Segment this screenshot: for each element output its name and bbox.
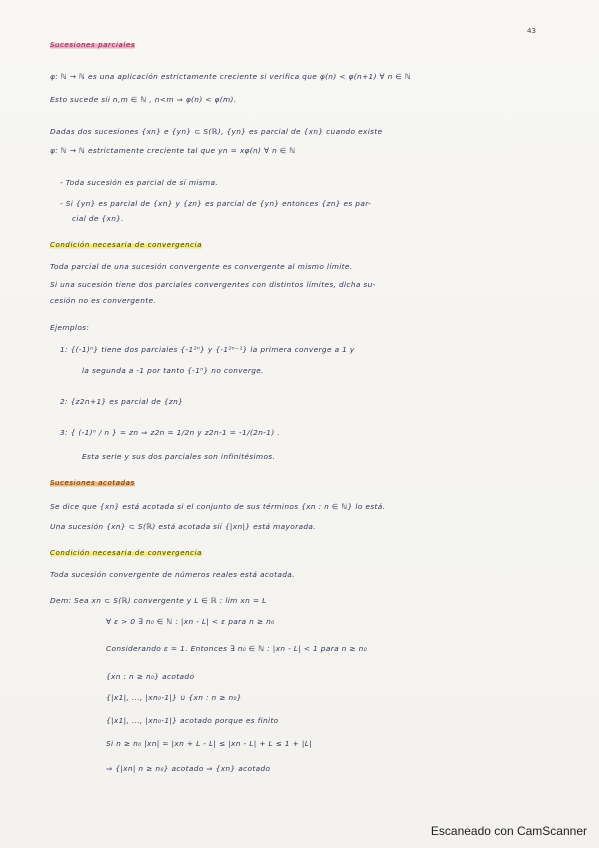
section-heading-bounded-sequences: Sucesiones acotadas (50, 479, 135, 487)
proof-line: ∀ ε > 0 ∃ n₀ ∈ ℕ : |xn - L| < ε para n ≥ n₀ (106, 617, 275, 626)
text-line: Se dice que {xn} está acotada si el conjunto de sus términos {xn : n ∈ ℕ} lo está. (50, 502, 386, 511)
proof-line: Si n ≥ n₀ |xn| = |xn + L - L| ≤ |xn - L| + L ≤ 1 + |L| (106, 739, 313, 748)
proof-line: {|x1|, ..., |xn₀-1|} ∪ {xn : n ≥ n₀} (106, 693, 242, 702)
text-line: φ: ℕ → ℕ estrictamente creciente tal que yn = xφ(n) ∀ n ∈ ℕ (50, 146, 296, 155)
text-line: Esto sucede sii n,m ∈ ℕ , n<m ⇒ φ(n) < φ(m). (50, 95, 237, 104)
page-number: 43 (527, 27, 536, 35)
proof-line: {xn : n ≥ n₀} acotado (106, 672, 195, 681)
text-line: cesión no es convergente. (50, 296, 157, 305)
text-line: φ: ℕ → ℕ es una aplicación estrictamente creciente si verifica que φ(n) < φ(n+1) ∀ n ∈ ℕ (50, 72, 412, 81)
section-heading-necessary-condition: Condición necesaria de convergencia (50, 241, 203, 249)
proof-line: Considerando ε = 1. Entonces ∃ n₀ ∈ ℕ : |xn - L| < 1 para n ≥ n₀ (106, 644, 368, 653)
section-heading-necessary-condition-2: Condición necesaria de convergencia (50, 549, 203, 557)
example-2: 2: {z2n+1} es parcial de {zn} (60, 397, 184, 406)
example-1-continuation: la segunda a -1 por tanto {-1ⁿ} no converge. (82, 366, 264, 375)
text-line: Dadas dos sucesiones {xn} e {yn} ⊂ S(ℝ), {yn} es parcial de {xn} cuando existe (50, 127, 383, 136)
examples-label: Ejemplos: (50, 323, 90, 332)
example-1: 1: {(-1)ⁿ} tiene dos parciales {-1²ⁿ} y {-1²ⁿ⁻¹} la primera converge a 1 y (60, 345, 355, 354)
proof-line: Dem: Sea xn ⊂ S(ℝ) convergente y L ∈ ℝ : lim xn = L (50, 596, 267, 605)
example-3: 3: { (-1)ⁿ / n } = zn ⇒ z2n = 1/2n y z2n-1 = -1/(2n-1) . (60, 428, 280, 437)
camscanner-watermark: Escaneado con CamScanner (430, 824, 587, 838)
example-3-note: Esta serie y sus dos parciales son infinitésimos. (82, 452, 276, 461)
bullet-item: - Si {yn} es parcial de {xn} y {zn} es parcial de {yn} entonces {zn} es par- (60, 199, 372, 208)
text-line: Una sucesión {xn} ⊂ S(ℝ) está acotada sii {|xn|} está mayorada. (50, 522, 316, 531)
bullet-item: - Toda sucesión es parcial de sí misma. (60, 178, 219, 187)
text-line: Si una sucesión tiene dos parciales convergentes con distintos límites, dicha su- (50, 280, 376, 289)
proof-line: {|x1|, ..., |xn₀-1|} acotado porque es finito (106, 716, 279, 725)
text-line: Toda sucesión convergente de números reales está acotada. (50, 570, 295, 579)
section-title-partial-sequences: Sucesiones parciales (50, 41, 136, 49)
text-line: Toda parcial de una sucesión convergente es convergente al mismo límite. (50, 262, 353, 271)
proof-line: ⇒ {|xn| n ≥ n₀} acotado ⇒ {xn} acotado (106, 764, 271, 773)
bullet-item-continuation: cial de {xn}. (72, 214, 124, 223)
